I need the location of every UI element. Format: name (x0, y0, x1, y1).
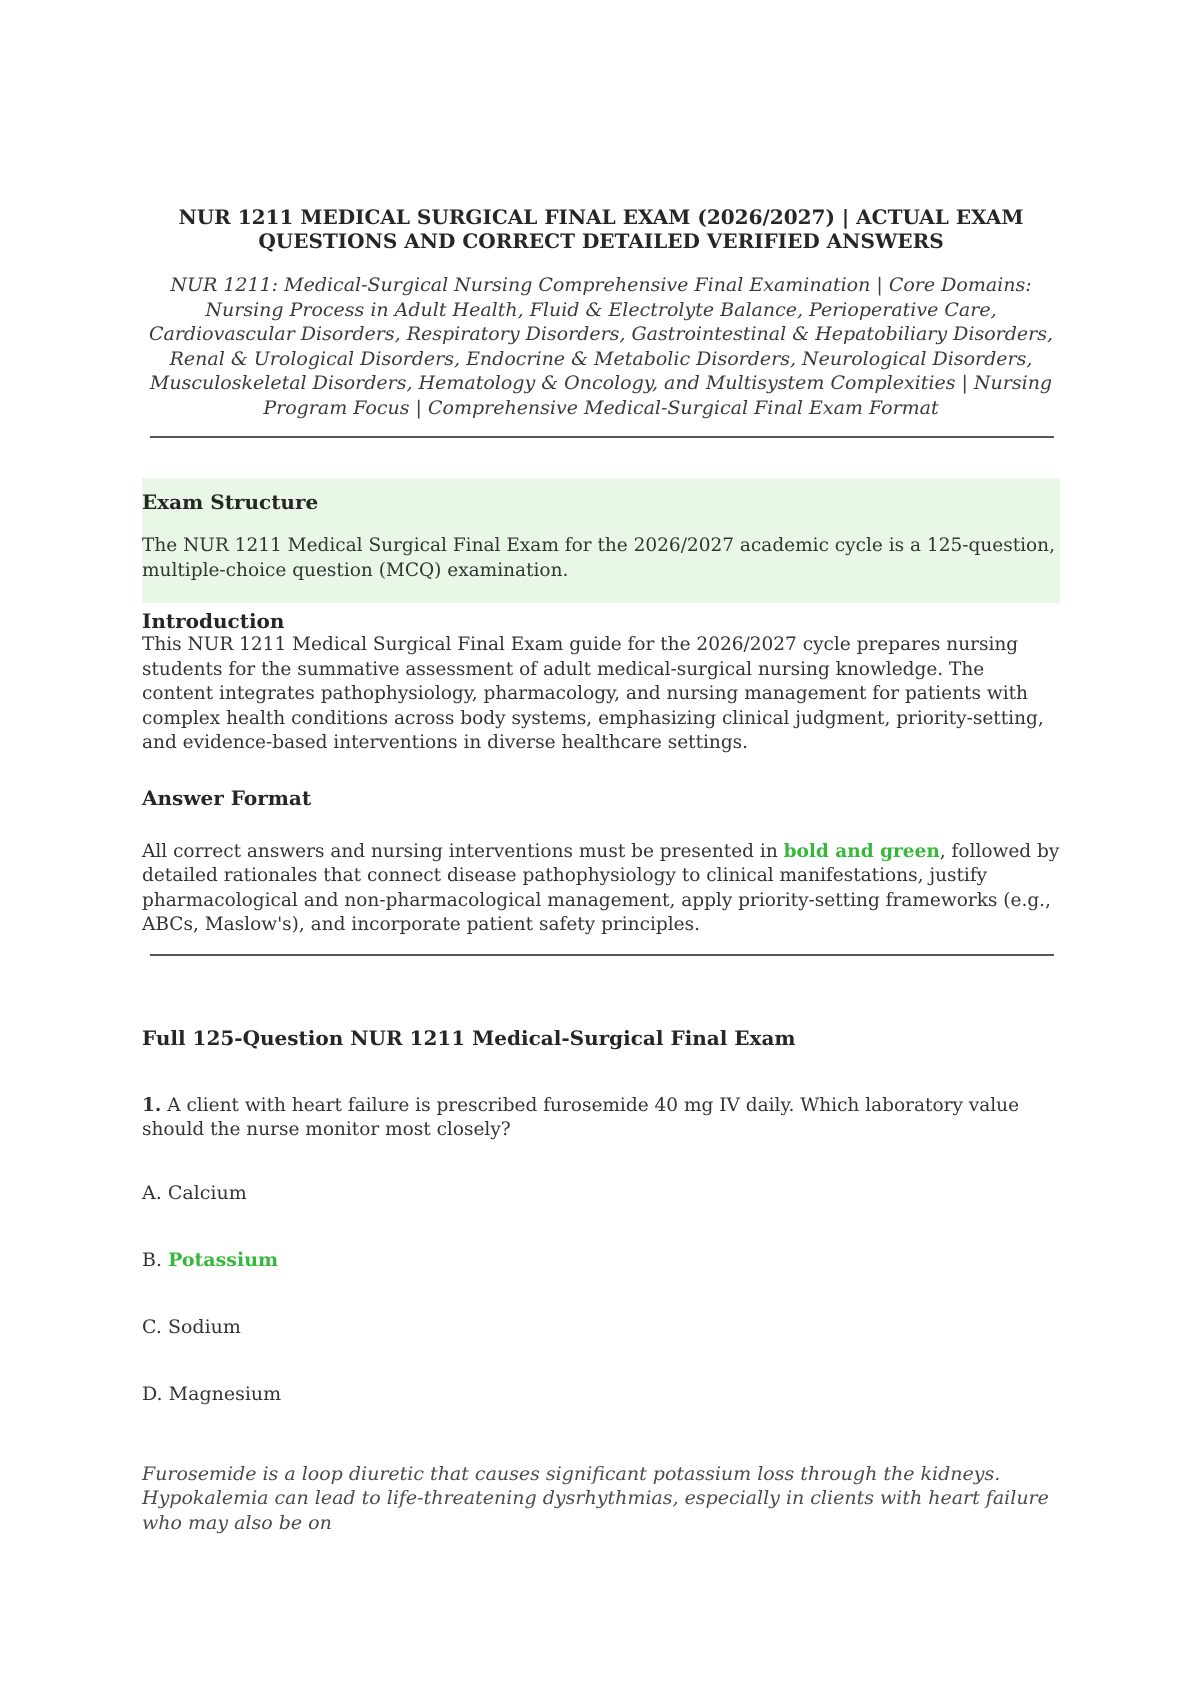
answer-format-text-after: , followed by detailed rationales that connect disease pathophysiology to clinical manifestations, justify pharmacological and non-pharmacological management, apply priority-setting frameworks (e.g., ABCs, Maslow's), and incorporate patient safety principles. (142, 840, 1060, 935)
question-1 (142, 1094, 1060, 1143)
exam-structure-text: The NUR 1211 Medical Surgical Final Exam for the 2026/2027 academic cycle is a 125-question, multiple-choice question (MCQ) examination. (142, 535, 1055, 581)
option-c (142, 1315, 1060, 1339)
option-a-letter: A. (142, 1181, 162, 1204)
option-a-text: Calcium (167, 1181, 247, 1204)
option-c-text: Sodium (167, 1315, 241, 1338)
answer-format-text (142, 840, 1060, 938)
exam-structure-heading: Exam Structure (142, 490, 319, 514)
introduction-text: This NUR 1211 Medical Surgical Final Exam guide for the 2026/2027 cycle prepares nursing students for the summative assessment of adult medical-surgical nursing knowledge. The content integrates pathophysiology, pharmacology, and nursing management for patients with complex health conditions across body systems, emphasizing clinical judgment, priority-setting, and evidence-based interventions in diverse healthcare settings. (142, 634, 1044, 753)
document-title: NUR 1211 MEDICAL SURGICAL FINAL EXAM (2026/2027) | ACTUAL EXAM QUESTIONS AND CORRECT DETAILED VERIFIED ANSWERS (178, 205, 1024, 253)
full-exam-heading: Full 125-Question NUR 1211 Medical-Surgical Final Exam (142, 1025, 796, 1050)
document-subtitle: NUR 1211: Medical-Surgical Nursing Comprehensive Final Examination | Core Domains: Nursing Process in Adult Health, Fluid & Electrolyte Balance, Perioperative Care, Cardiovascular Disorders, Respiratory Disorders, Gastrointestinal & Hepatobiliary Disorders, Renal & Urological Disorders, Endocrine & Metabolic Disorders, Neurological Disorders, Musculoskeletal Disorders, Hematology & Oncology, and Multisystem Complexities | Nursing Program Focus | Comprehensive Medical-Surgical Final Exam Format (148, 274, 1054, 419)
option-b-letter: B. (142, 1248, 163, 1271)
question-1-number: 1. (142, 1094, 162, 1116)
answer-format-heading: Answer Format (142, 785, 312, 810)
option-b-text-correct: Potassium (168, 1248, 279, 1271)
answer-format-highlight: bold and green (783, 840, 940, 862)
option-c-letter: C. (142, 1315, 162, 1338)
divider-bottom (150, 954, 1054, 956)
divider-top (150, 436, 1054, 438)
exam-structure-box (142, 478, 1060, 603)
answer-format-text-before: All correct answers and nursing interventions must be presented in (142, 840, 784, 862)
introduction-heading: Introduction (142, 609, 285, 633)
option-d (142, 1382, 1060, 1406)
option-b (142, 1248, 1060, 1272)
question-1-text: A client with heart failure is prescribed furosemide 40 mg IV daily. Which laboratory value should the nurse monitor most closely? (142, 1094, 1020, 1140)
document-page (142, 205, 1060, 1554)
option-d-letter: D. (142, 1382, 163, 1405)
option-d-text: Magnesium (168, 1382, 282, 1405)
question-1-rationale: Furosemide is a loop diuretic that causes significant potassium loss through the kidneys. Hypokalemia can lead to life-threatening dysrhythmias, especially in clients with heart failure who may also be on (142, 1462, 1049, 1534)
option-a (142, 1181, 1060, 1205)
